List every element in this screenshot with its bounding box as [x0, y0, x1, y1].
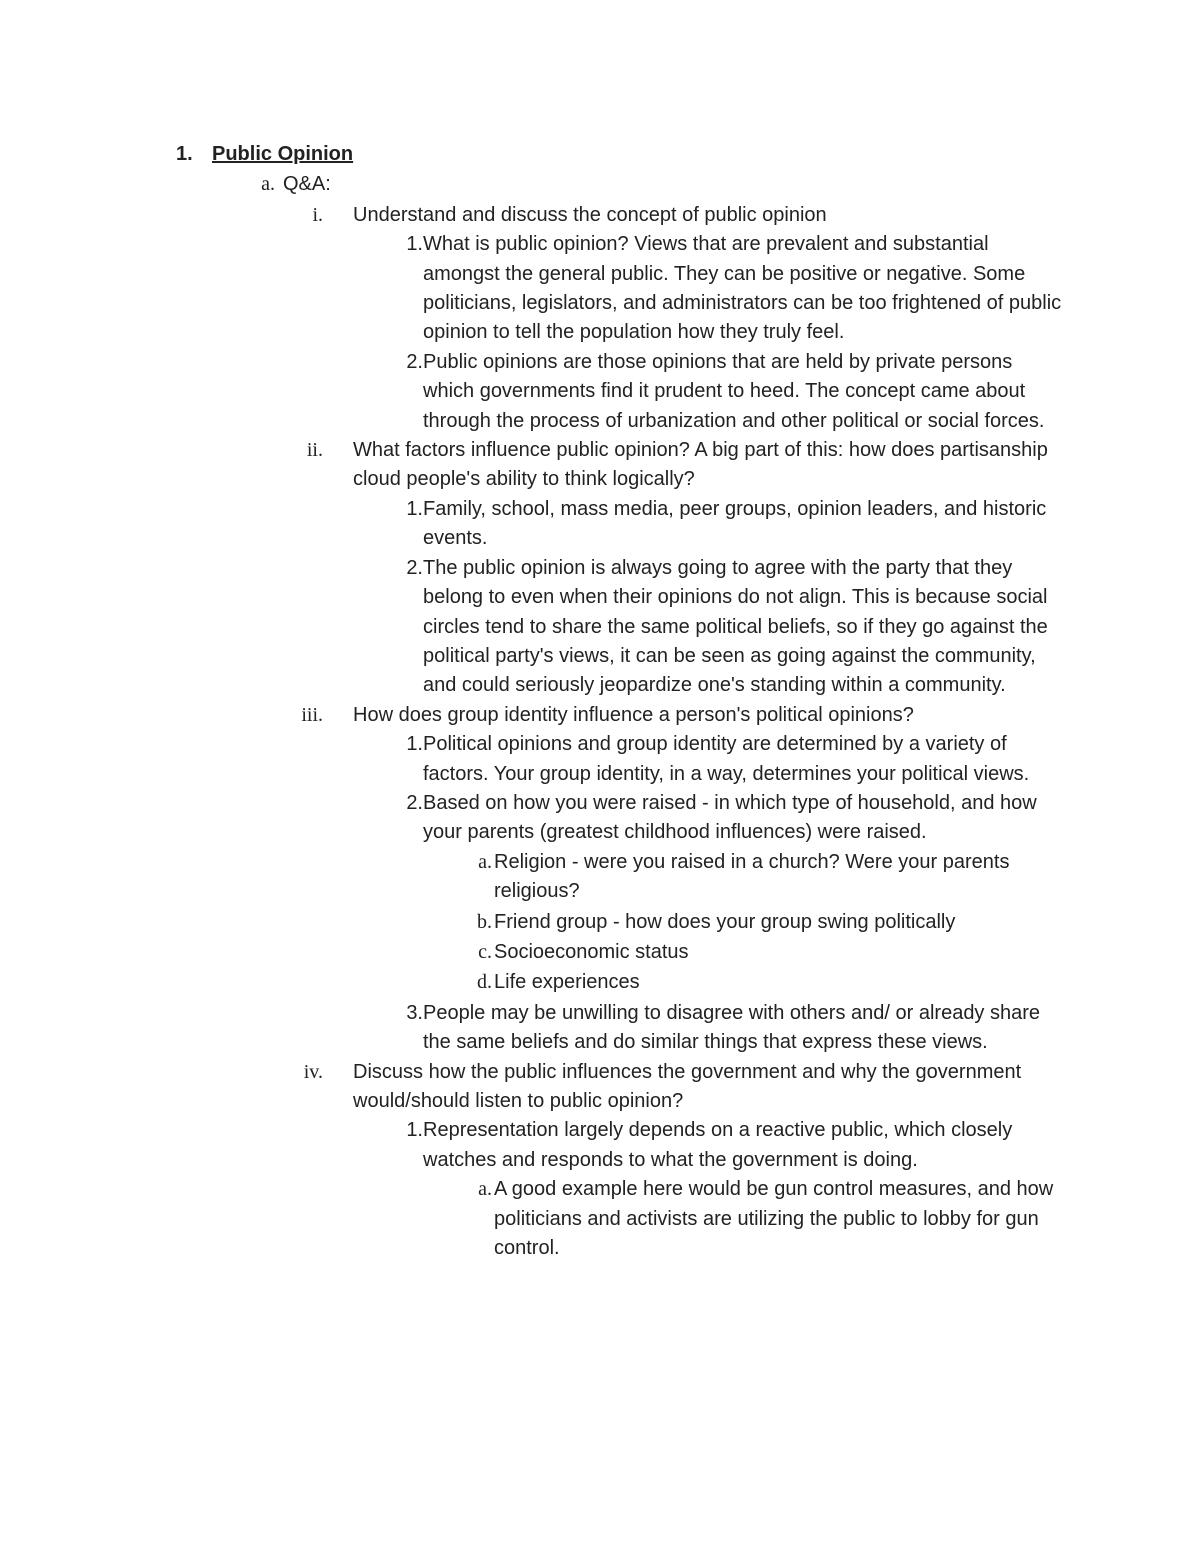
answer-marker: 1.: [406, 733, 423, 756]
heading-number: 1.: [176, 143, 193, 165]
detail-item: [477, 908, 1064, 937]
answer-item: [406, 1116, 1063, 1175]
section-heading: [176, 140, 1062, 169]
question-marker: i.: [312, 203, 323, 226]
answer-item: [406, 730, 1063, 789]
detail-marker: a.: [478, 1178, 492, 1201]
answer-item: [406, 789, 1063, 848]
answer-text: Public opinions are those opinions that are held by private persons which governments find it prudent to heed. The concept came about through the process of urbanization and other political or social forces.: [423, 350, 1045, 432]
question-item: [306, 436, 1063, 495]
answer-marker: 2.: [406, 791, 423, 814]
question-item: [312, 201, 1063, 230]
answer-item: [406, 495, 1063, 554]
question-item: [301, 701, 1063, 730]
question-marker: ii.: [306, 439, 323, 462]
detail-item: [478, 1175, 1064, 1263]
question-item: [303, 1058, 1063, 1117]
detail-marker: a.: [478, 850, 492, 873]
subsection-marker: a.: [261, 173, 275, 196]
question-text: How does group identity influence a person's political opinions?: [353, 703, 914, 726]
answer-text: Family, school, mass media, peer groups, opinion leaders, and historic events.: [423, 497, 1047, 550]
question-text: Understand and discuss the concept of public opinion: [353, 203, 827, 226]
detail-text: Life experiences: [494, 971, 640, 994]
outline: [0, 140, 1200, 1263]
answer-marker: 1.: [406, 233, 423, 256]
answer-text: Based on how you were raised - in which type of household, and how your parents (greatest childhood influences) were raised.: [423, 791, 1037, 844]
answer-text: The public opinion is always going to agree with the party that they belong to even when their opinions do not align. This is because social circles tend to share the same political beliefs, so if they go against the political party's views, it can be seen as going against the community, and could seriously jeopardize one's standing within a community.: [423, 556, 1048, 697]
answer-item: [406, 554, 1063, 701]
question-text: Discuss how the public influences the government and why the government would/should listen to public opinion?: [353, 1060, 1022, 1112]
heading-title: Public Opinion: [212, 143, 354, 165]
detail-item: [478, 938, 1064, 967]
detail-text: Friend group - how does your group swing politically: [494, 910, 956, 933]
question-text: What factors influence public opinion? A big part of this: how does partisanship cloud people's ability to think logically?: [353, 439, 1048, 491]
answer-item: [406, 999, 1063, 1058]
answer-marker: 2.: [406, 350, 423, 373]
answer-marker: 1.: [406, 1119, 423, 1142]
subsection-label: Q&A:: [283, 173, 331, 196]
detail-marker: d.: [477, 971, 492, 994]
detail-text: A good example here would be gun control measures, and how politicians and activists are utilizing the public to lobby for gun control.: [494, 1178, 1054, 1260]
subsection-qa: [261, 170, 1063, 199]
answer-text: People may be unwilling to disagree with others and/ or already share the same beliefs and do similar things that express these views.: [423, 1001, 1041, 1054]
question-marker: iv.: [303, 1060, 323, 1083]
detail-item: [477, 968, 1064, 997]
answer-item: [406, 230, 1063, 348]
answer-marker: 3.: [406, 1001, 423, 1024]
detail-item: [478, 848, 1064, 907]
answer-item: [406, 348, 1063, 436]
detail-text: Religion - were you raised in a church? Were your parents religious?: [494, 850, 1010, 903]
answer-text: Political opinions and group identity are determined by a variety of factors. Your group identity, in a way, determines your political views.: [423, 733, 1030, 785]
detail-marker: c.: [478, 940, 492, 963]
answer-text: What is public opinion? Views that are prevalent and substantial amongst the general public. They can be positive or negative. Some politicians, legislators, and administrators can be too frightened of public opinion to tell the population how they truly feel.: [423, 233, 1062, 344]
answer-marker: 1.: [406, 497, 423, 520]
question-marker: iii.: [301, 703, 323, 726]
detail-text: Socioeconomic status: [494, 940, 689, 963]
answer-text: Representation largely depends on a reactive public, which closely watches and responds to what the government is doing.: [423, 1119, 1013, 1171]
detail-marker: b.: [477, 910, 492, 933]
answer-marker: 2.: [406, 556, 423, 579]
